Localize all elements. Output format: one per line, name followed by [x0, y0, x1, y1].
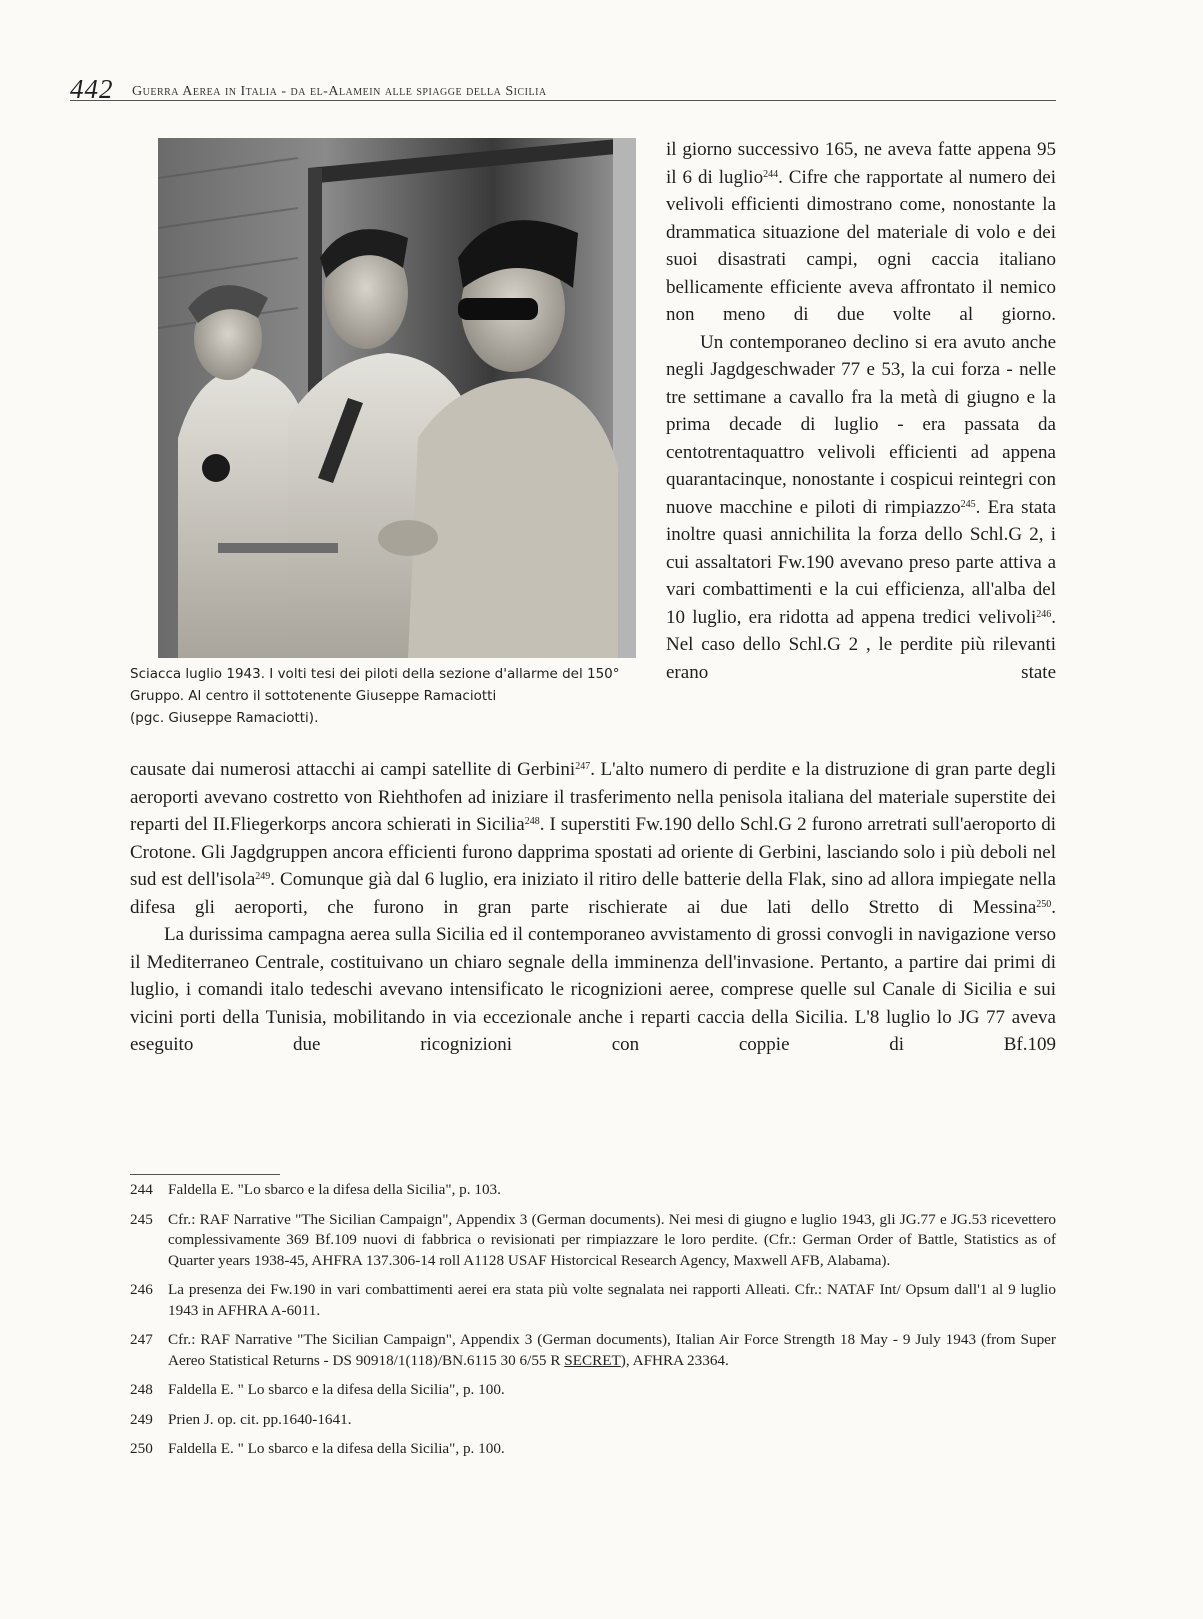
footnote-ref[interactable]: 247 — [575, 761, 591, 772]
text-span: . Era stata inoltre quasi annichilita la forza dello Schl.G 2, i cui assaltatori Fw.190 avevano preso parte attiva a vari combattimenti e la cui efficienza, all'alba del 10 luglio, era ridotta ad appena tredici velivoli — [666, 496, 1057, 628]
running-header — [70, 72, 1056, 104]
caption-line: Sciacca luglio 1943. I volti tesi dei piloti della sezione d'allarme del 150° — [130, 666, 620, 682]
page-number: 442 — [70, 74, 114, 104]
footnotes — [130, 1180, 1056, 1469]
footnote-ref[interactable]: 250 — [1036, 898, 1052, 910]
running-title: Guerra Aerea in Italia - da el-Alamein alle spiagge della Sicilia — [132, 84, 547, 99]
text-span: . I superstiti Fw.190 dello Schl.G 2 furono arretrati sull'aeroporto di Crotone. Gli Jagdgruppen ancora efficienti furono dapprima spostati ad oriente di Gerbini, lasciando solo i più deboli nel sud est dell'isola — [130, 814, 1057, 890]
paragraph — [666, 136, 1056, 329]
paragraph: La durissima campagna aerea sulla Sicilia ed il contemporaneo avvistamento di grossi convogli in navigazione verso il Mediterraneo Centrale, costituivano un chiaro segnale della imminenza dell'invasione. Pertanto, a partire dai primi di luglio, i comandi italo tedeschi avevano intensificato le ricognizioni aeree, comprese quelle sul Canale di Sicilia e sui vicini porti della Tunisia, mobilitando in via eccezionale anche i reparti caccia della Sicilia. L'8 luglio lo JG 77 aveva eseguito due ricognizioni con coppie di Bf.109 — [130, 924, 1056, 1055]
footnote-number: 246 — [130, 1281, 153, 1298]
footnote — [130, 1410, 1056, 1431]
caption-line: Gruppo. Al centro il sottotenente Giuseppe Ramaciotti — [130, 688, 497, 704]
footnote-number: 250 — [130, 1440, 153, 1457]
text-span: . Comunque già dal 6 luglio, era iniziato il ritiro delle batterie della Flak, sino ad allora impiegate nella difesa gli aeroporti, che furono in gran parte rischierate ai due lati dello Stretto di Messina — [130, 869, 1056, 918]
text-span: Cfr.: RAF Narrative "The Sicilian Campaign", Appendix 3 (German documents), Italian Air Force Strength 18 May - 9 July 1943 (from Super Aereo Statistical Returns - DS 90918/1(118)/BN.6115 30 6/55 R — [168, 1331, 1056, 1369]
footnote-number: 249 — [130, 1410, 153, 1428]
footnote-number: 247 — [130, 1331, 153, 1348]
footnote — [130, 1380, 1056, 1401]
text-span: Un contemporaneo declino si era avuto anche negli Jagdgeschwader 77 e 53, la cui forza - nelle tre settimane a cavallo fra la metà di giugno e la prima decade di luglio - era passata da centotrentaquattro velivoli efficienti ad appena quarantacinque, nonostante i cospicui reintegri con nuove macchine e piloti di rimpiazzo — [666, 331, 1056, 518]
footnote-text: Faldella E. " Lo sbarco e la difesa della Sicilia", p. 100. — [168, 1381, 505, 1398]
text-span: il giorno successivo 165, ne aveva fatte appena 95 il 6 di luglio — [666, 139, 1056, 188]
footnote-text: Faldella E. "Lo sbarco e la difesa della Sicilia", p. 103. — [168, 1181, 501, 1198]
text-span: . Cifre che rapportate al numero dei velivoli efficienti dimostrano come, nonostante la drammatica situazione del materiale di volo e dei suoi disastrati campi, ogni caccia italiano bellicamente efficiente aveva affrontato il nemico non meno di due volte al giorno. — [666, 166, 1056, 325]
footnote-ref[interactable]: 248 — [524, 816, 540, 827]
footnote-ref[interactable]: 245 — [960, 498, 976, 510]
footnote-number: 248 — [130, 1381, 153, 1398]
text-span: . — [1051, 896, 1056, 918]
full-width-text — [130, 756, 1056, 1059]
footnote-text: Faldella E. " Lo sbarco e la difesa della Sicilia", p. 100. — [168, 1440, 505, 1457]
footnote-ref[interactable]: 249 — [255, 871, 271, 882]
paragraph — [666, 329, 1056, 687]
footnote-divider — [130, 1174, 280, 1175]
secret-classification: SECRET — [564, 1351, 621, 1369]
footnote-ref[interactable]: 246 — [1036, 608, 1052, 620]
historical-photo — [158, 138, 636, 658]
footnote — [130, 1280, 1056, 1321]
footnote — [130, 1210, 1056, 1272]
text-span: ), AFHRA 23364. — [620, 1351, 729, 1369]
footnote-text: Cfr.: RAF Narrative "The Sicilian Campaign", Appendix 3 (German documents). Nei mesi di giugno e luglio 1943, gli JG.77 e JG.53 ricevettero complessivamente 369 Bf.109 nuovi di fabbrica o revisionati per rimpiazzare le loro perdite. (Cfr.: German Order of Battle, Statistics as of Quarter years 1938-45, AHFRA 137.306-14 roll A1128 USAF Historcical Research Agency, Maxwell AFB, Alabama). — [168, 1210, 1056, 1269]
paragraph — [130, 756, 1056, 921]
footnote-number: 245 — [130, 1210, 153, 1228]
right-column-text — [666, 136, 1056, 686]
footnote-text: Prien J. op. cit. pp.1640-1641. — [168, 1410, 352, 1428]
photo-caption — [130, 663, 642, 729]
text-span: . Nel caso dello Schl.G 2 , le perdite più rilevanti erano state — [666, 606, 1056, 683]
footnote — [130, 1439, 1056, 1460]
footnote — [130, 1180, 1056, 1201]
footnote-text — [168, 1330, 1056, 1371]
pilots-photo-icon — [158, 138, 636, 658]
text-span: . L'alto numero di perdite e la distruzione di gran parte degli aeroporti avevano costretto von Riehthofen ad iniziare il trasferimento nella penisola italiana del materiale superstite dei reparti del II.Fliegerkorps ancora schierati in Sicilia — [130, 759, 1056, 835]
text-span: causate dai numerosi attacchi ai campi satellite di Gerbini — [130, 759, 576, 780]
footnote-ref[interactable]: 244 — [763, 168, 779, 180]
caption-line: (pgc. Giuseppe Ramaciotti). — [130, 710, 319, 726]
footnote — [130, 1330, 1056, 1371]
footnote-text: La presenza dei Fw.190 in vari combattimenti aerei era stata più volte segnalata nei rapporti Alleati. Cfr.: NATAF Int/ Opsum dall'1 al 9 luglio 1943 in AFHRA A-6011. — [168, 1281, 1056, 1319]
footnote-number: 244 — [130, 1181, 153, 1198]
